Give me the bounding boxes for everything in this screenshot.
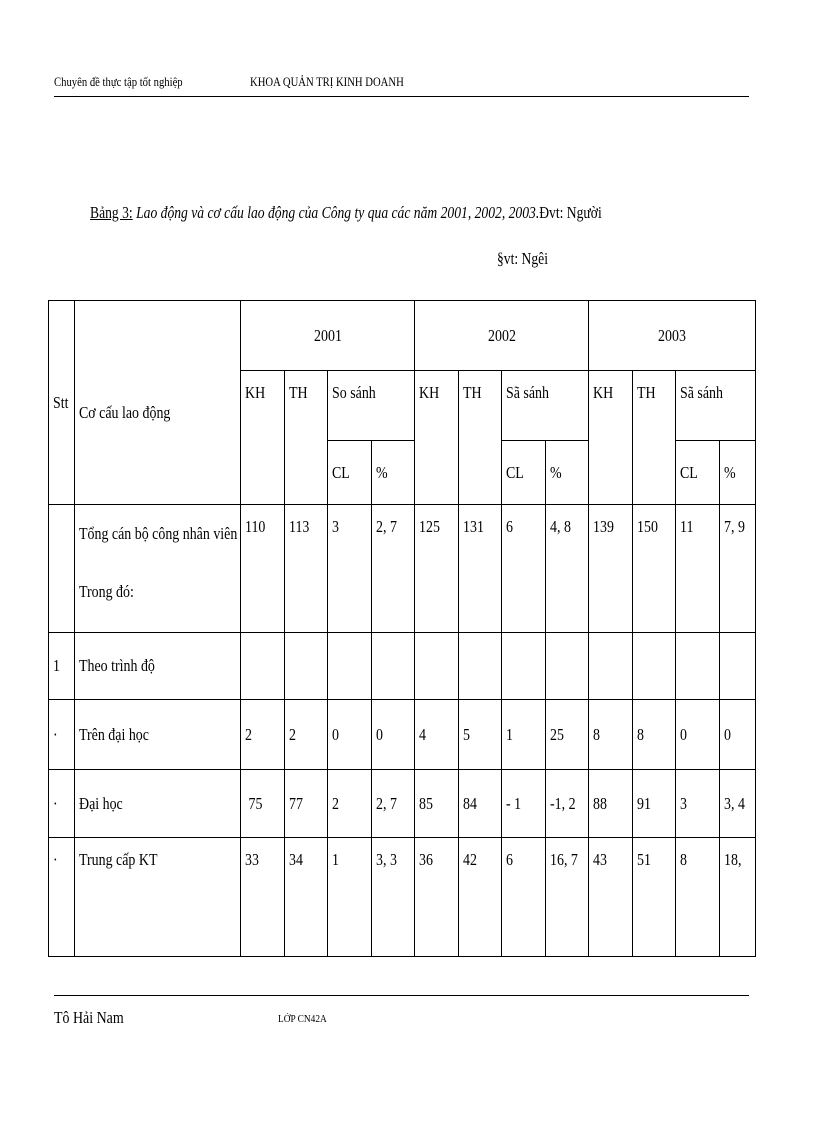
table-cell: 0 bbox=[328, 700, 372, 770]
labor-structure-table bbox=[48, 300, 756, 957]
row-label: Đại học bbox=[75, 770, 241, 838]
table-cell: 0 bbox=[372, 700, 415, 770]
table-cell: 18, bbox=[720, 838, 756, 957]
footer-author: Tô Hải Nam bbox=[54, 1008, 124, 1027]
footer-class: LỚP CN42A bbox=[278, 1013, 327, 1025]
header-row-years bbox=[49, 301, 756, 371]
table-cell: 3, 4 bbox=[720, 770, 756, 838]
table-cell: 5 bbox=[459, 700, 502, 770]
year-2002-header: 2002 bbox=[415, 301, 589, 371]
row-stt: · bbox=[49, 838, 75, 957]
row-stt: · bbox=[49, 700, 75, 770]
table-cell: 16, 7 bbox=[546, 838, 589, 957]
structure-header: Cơ cấu lao động bbox=[75, 301, 241, 505]
cl-header: CL bbox=[502, 441, 546, 505]
table-cell: 113 bbox=[285, 505, 328, 633]
row-label: Trung cấp KT bbox=[75, 838, 241, 957]
table-cell: 131 bbox=[459, 505, 502, 633]
cl-header: CL bbox=[328, 441, 372, 505]
footer-rule bbox=[54, 995, 749, 996]
table-cell: 139 bbox=[589, 505, 633, 633]
table-row bbox=[49, 770, 756, 838]
year-2001-header: 2001 bbox=[241, 301, 415, 371]
table-caption bbox=[90, 203, 602, 223]
table-cell: 33 bbox=[241, 838, 285, 957]
table-cell: 85 bbox=[415, 770, 459, 838]
table-cell: 4, 8 bbox=[546, 505, 589, 633]
table-cell: 75 bbox=[241, 770, 285, 838]
table-cell: 0 bbox=[676, 700, 720, 770]
header-left-text: Chuyên đề thực tập tốt nghiệp bbox=[54, 74, 183, 89]
table-cell: 7, 9 bbox=[720, 505, 756, 633]
table-row bbox=[49, 700, 756, 770]
table-cell: 3 bbox=[328, 505, 372, 633]
table-cell: 6 bbox=[502, 505, 546, 633]
row-stt: · bbox=[49, 770, 75, 838]
table-cell: 43 bbox=[589, 838, 633, 957]
table-cell: 88 bbox=[589, 770, 633, 838]
th-header: TH bbox=[633, 371, 676, 505]
compare-header: So sánh bbox=[328, 371, 415, 441]
table-cell: 1 bbox=[502, 700, 546, 770]
table-cell: 3, 3 bbox=[372, 838, 415, 957]
table-cell: 8 bbox=[676, 838, 720, 957]
table-cell: 11 bbox=[676, 505, 720, 633]
th-header: TH bbox=[285, 371, 328, 505]
caption-unit: Đvt: Người bbox=[539, 203, 602, 222]
total-note: Trong đó: bbox=[79, 582, 134, 601]
table-cell: 4 bbox=[415, 700, 459, 770]
th-header: TH bbox=[459, 371, 502, 505]
table-cell: 8 bbox=[633, 700, 676, 770]
table-cell: 2, 7 bbox=[372, 770, 415, 838]
table-cell: - 1 bbox=[502, 770, 546, 838]
table-cell: 8 bbox=[589, 700, 633, 770]
table-cell: 2 bbox=[328, 770, 372, 838]
compare-header: Sã sánh bbox=[676, 371, 756, 441]
kh-header: KH bbox=[415, 371, 459, 505]
group-stt: 1 bbox=[49, 633, 75, 700]
table-cell: 1 bbox=[328, 838, 372, 957]
table-cell: 125 bbox=[415, 505, 459, 633]
cl-header: CL bbox=[676, 441, 720, 505]
table-cell: 2 bbox=[241, 700, 285, 770]
table-cell: 34 bbox=[285, 838, 328, 957]
table-cell: 6 bbox=[502, 838, 546, 957]
kh-header: KH bbox=[589, 371, 633, 505]
table-cell: 3 bbox=[676, 770, 720, 838]
compare-header: Sã sánh bbox=[502, 371, 589, 441]
year-2003-header: 2003 bbox=[589, 301, 756, 371]
unit-line: §vt: Ngêi bbox=[497, 249, 548, 268]
table-cell: 150 bbox=[633, 505, 676, 633]
kh-header: KH bbox=[241, 371, 285, 505]
header-rule bbox=[54, 96, 749, 97]
row-label: Trên đại học bbox=[75, 700, 241, 770]
header-right-text: KHOA QUẢN TRỊ KINH DOANH bbox=[250, 74, 404, 89]
table-cell: 2, 7 bbox=[372, 505, 415, 633]
table-cell: -1, 2 bbox=[546, 770, 589, 838]
total-row bbox=[49, 505, 756, 633]
stt-header: Stt bbox=[49, 301, 75, 505]
pct-header: % bbox=[546, 441, 589, 505]
table-cell: 77 bbox=[285, 770, 328, 838]
pct-header: % bbox=[372, 441, 415, 505]
caption-title: Lao động và cơ cấu lao động của Công ty qua các năm 2001, 2002, 2003. bbox=[132, 203, 540, 222]
table-cell: 110 bbox=[241, 505, 285, 633]
pct-header: % bbox=[720, 441, 756, 505]
total-label: Tổng cán bộ công nhân viên bbox=[79, 524, 238, 543]
table-cell: 84 bbox=[459, 770, 502, 838]
total-label-cell bbox=[75, 505, 241, 633]
table-cell: 91 bbox=[633, 770, 676, 838]
table-cell: 42 bbox=[459, 838, 502, 957]
table-cell: 2 bbox=[285, 700, 328, 770]
group-row bbox=[49, 633, 756, 700]
total-stt bbox=[49, 505, 75, 633]
group-label: Theo trình độ bbox=[75, 633, 241, 700]
table-cell: 25 bbox=[546, 700, 589, 770]
table-row bbox=[49, 838, 756, 957]
table-cell: 36 bbox=[415, 838, 459, 957]
table-cell: 51 bbox=[633, 838, 676, 957]
table-cell: 0 bbox=[720, 700, 756, 770]
caption-label: Bảng 3: bbox=[90, 203, 133, 222]
